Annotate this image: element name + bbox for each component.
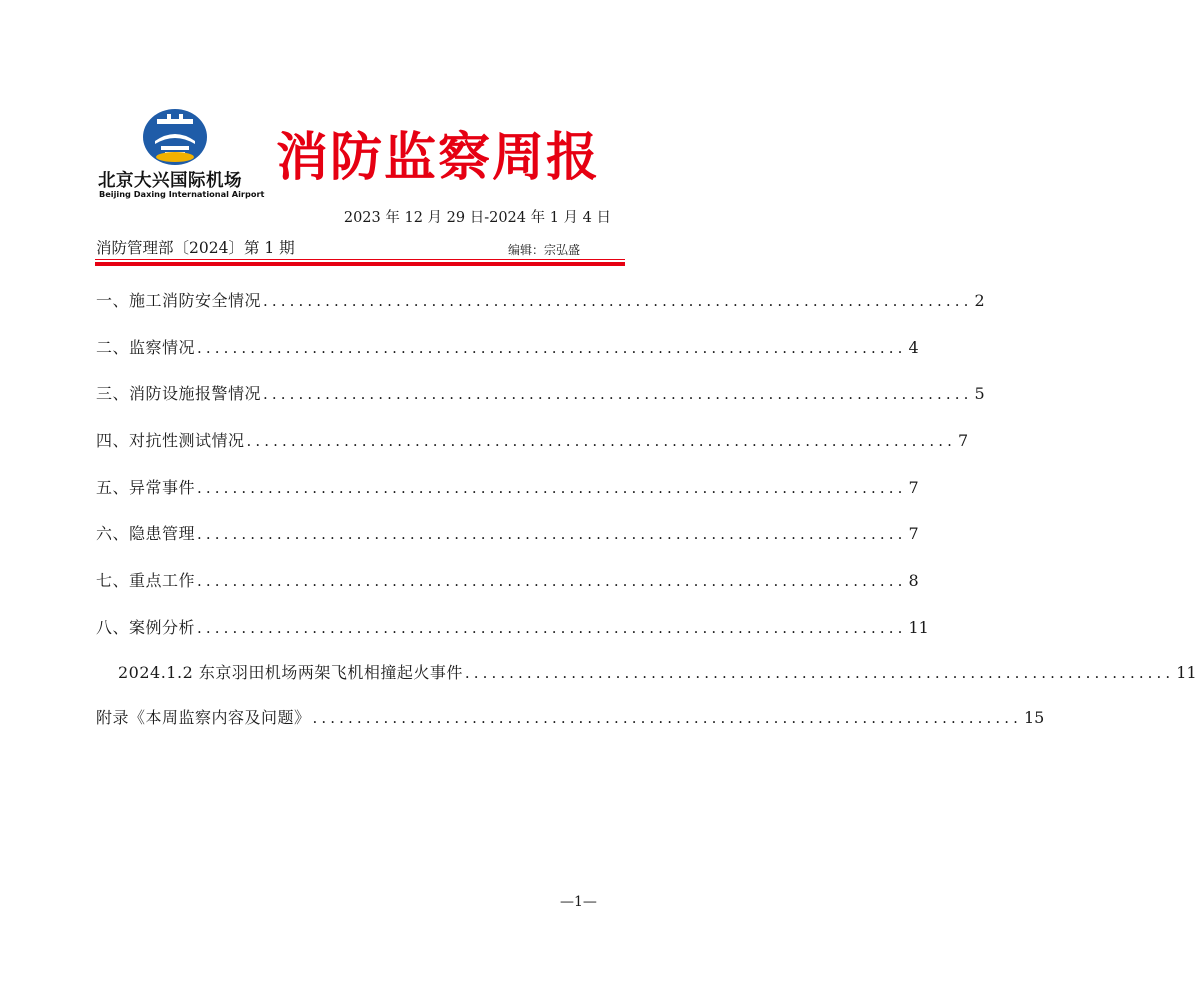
toc-item-label: 2024.1.2 东京羽田机场两架飞机相撞起火事件 [118,663,463,682]
toc-leader-dots: ................................................................................ [263,385,973,403]
toc-leader-dots: ................................................................................ [197,479,907,497]
editor-name: 编辑：宗弘盛 [508,243,581,257]
toc-leader-dots: ................................................................................ [464,664,1175,682]
toc-item-label: 一、施工消防安全情况 [96,291,262,310]
toc-item[interactable] [96,382,985,406]
airport-name-cn: 北京大兴国际机场 [98,171,242,191]
toc-item-page: 4 [908,338,919,357]
toc-item-label: 七、重点工作 [96,571,196,590]
date-range: 2023 年 12 月 29 日-2024 年 1 月 4 日 [343,210,611,226]
toc-leader-dots: ................................................................................ [312,709,1022,727]
toc-item[interactable] [96,706,1045,730]
toc-item[interactable] [96,476,919,500]
page-number: —1— [560,894,597,910]
issue-number: 消防管理部〔2024〕第 1 期 [96,239,295,257]
toc-subitem[interactable] [118,661,1197,685]
toc-item-label: 三、消防设施报警情况 [96,384,262,403]
toc-item-label: 二、监察情况 [96,338,196,357]
toc-item-label: 八、案例分析 [96,618,196,637]
toc-item-page: 15 [1023,708,1045,727]
toc-item[interactable] [96,289,985,313]
toc-item-page: 8 [908,571,919,590]
toc-item-page: 2 [974,291,985,310]
toc-leader-dots: ................................................................................ [197,619,907,637]
toc-leader-dots: ................................................................................ [197,525,907,543]
toc-item-page: 11 [1176,663,1197,682]
toc-item-page: 7 [908,478,919,497]
toc-item-label: 六、隐患管理 [96,524,196,543]
toc-item[interactable] [96,522,919,546]
toc-item-label: 四、对抗性测试情况 [96,431,245,450]
report-title: 消防监察周报 [276,127,601,188]
toc-leader-dots: ................................................................................ [246,432,956,450]
toc-item-page: 11 [908,618,929,637]
toc-item-label: 五、异常事件 [96,478,196,497]
toc-item[interactable] [96,569,919,593]
toc-item[interactable] [96,429,969,453]
toc-item-page: 7 [908,524,919,543]
toc-leader-dots: ................................................................................ [263,292,973,310]
toc-leader-dots: ................................................................................ [197,339,907,357]
toc-item[interactable] [96,336,919,360]
toc-item-page: 7 [957,431,969,450]
toc-item[interactable] [96,616,929,640]
toc-leader-dots: ................................................................................ [197,572,907,590]
toc-item-label: 附录《本周监察内容及问题》 [96,708,311,727]
airport-name-en: Beijing Daxing International Airport [99,189,265,199]
toc-item-page: 5 [974,384,985,403]
